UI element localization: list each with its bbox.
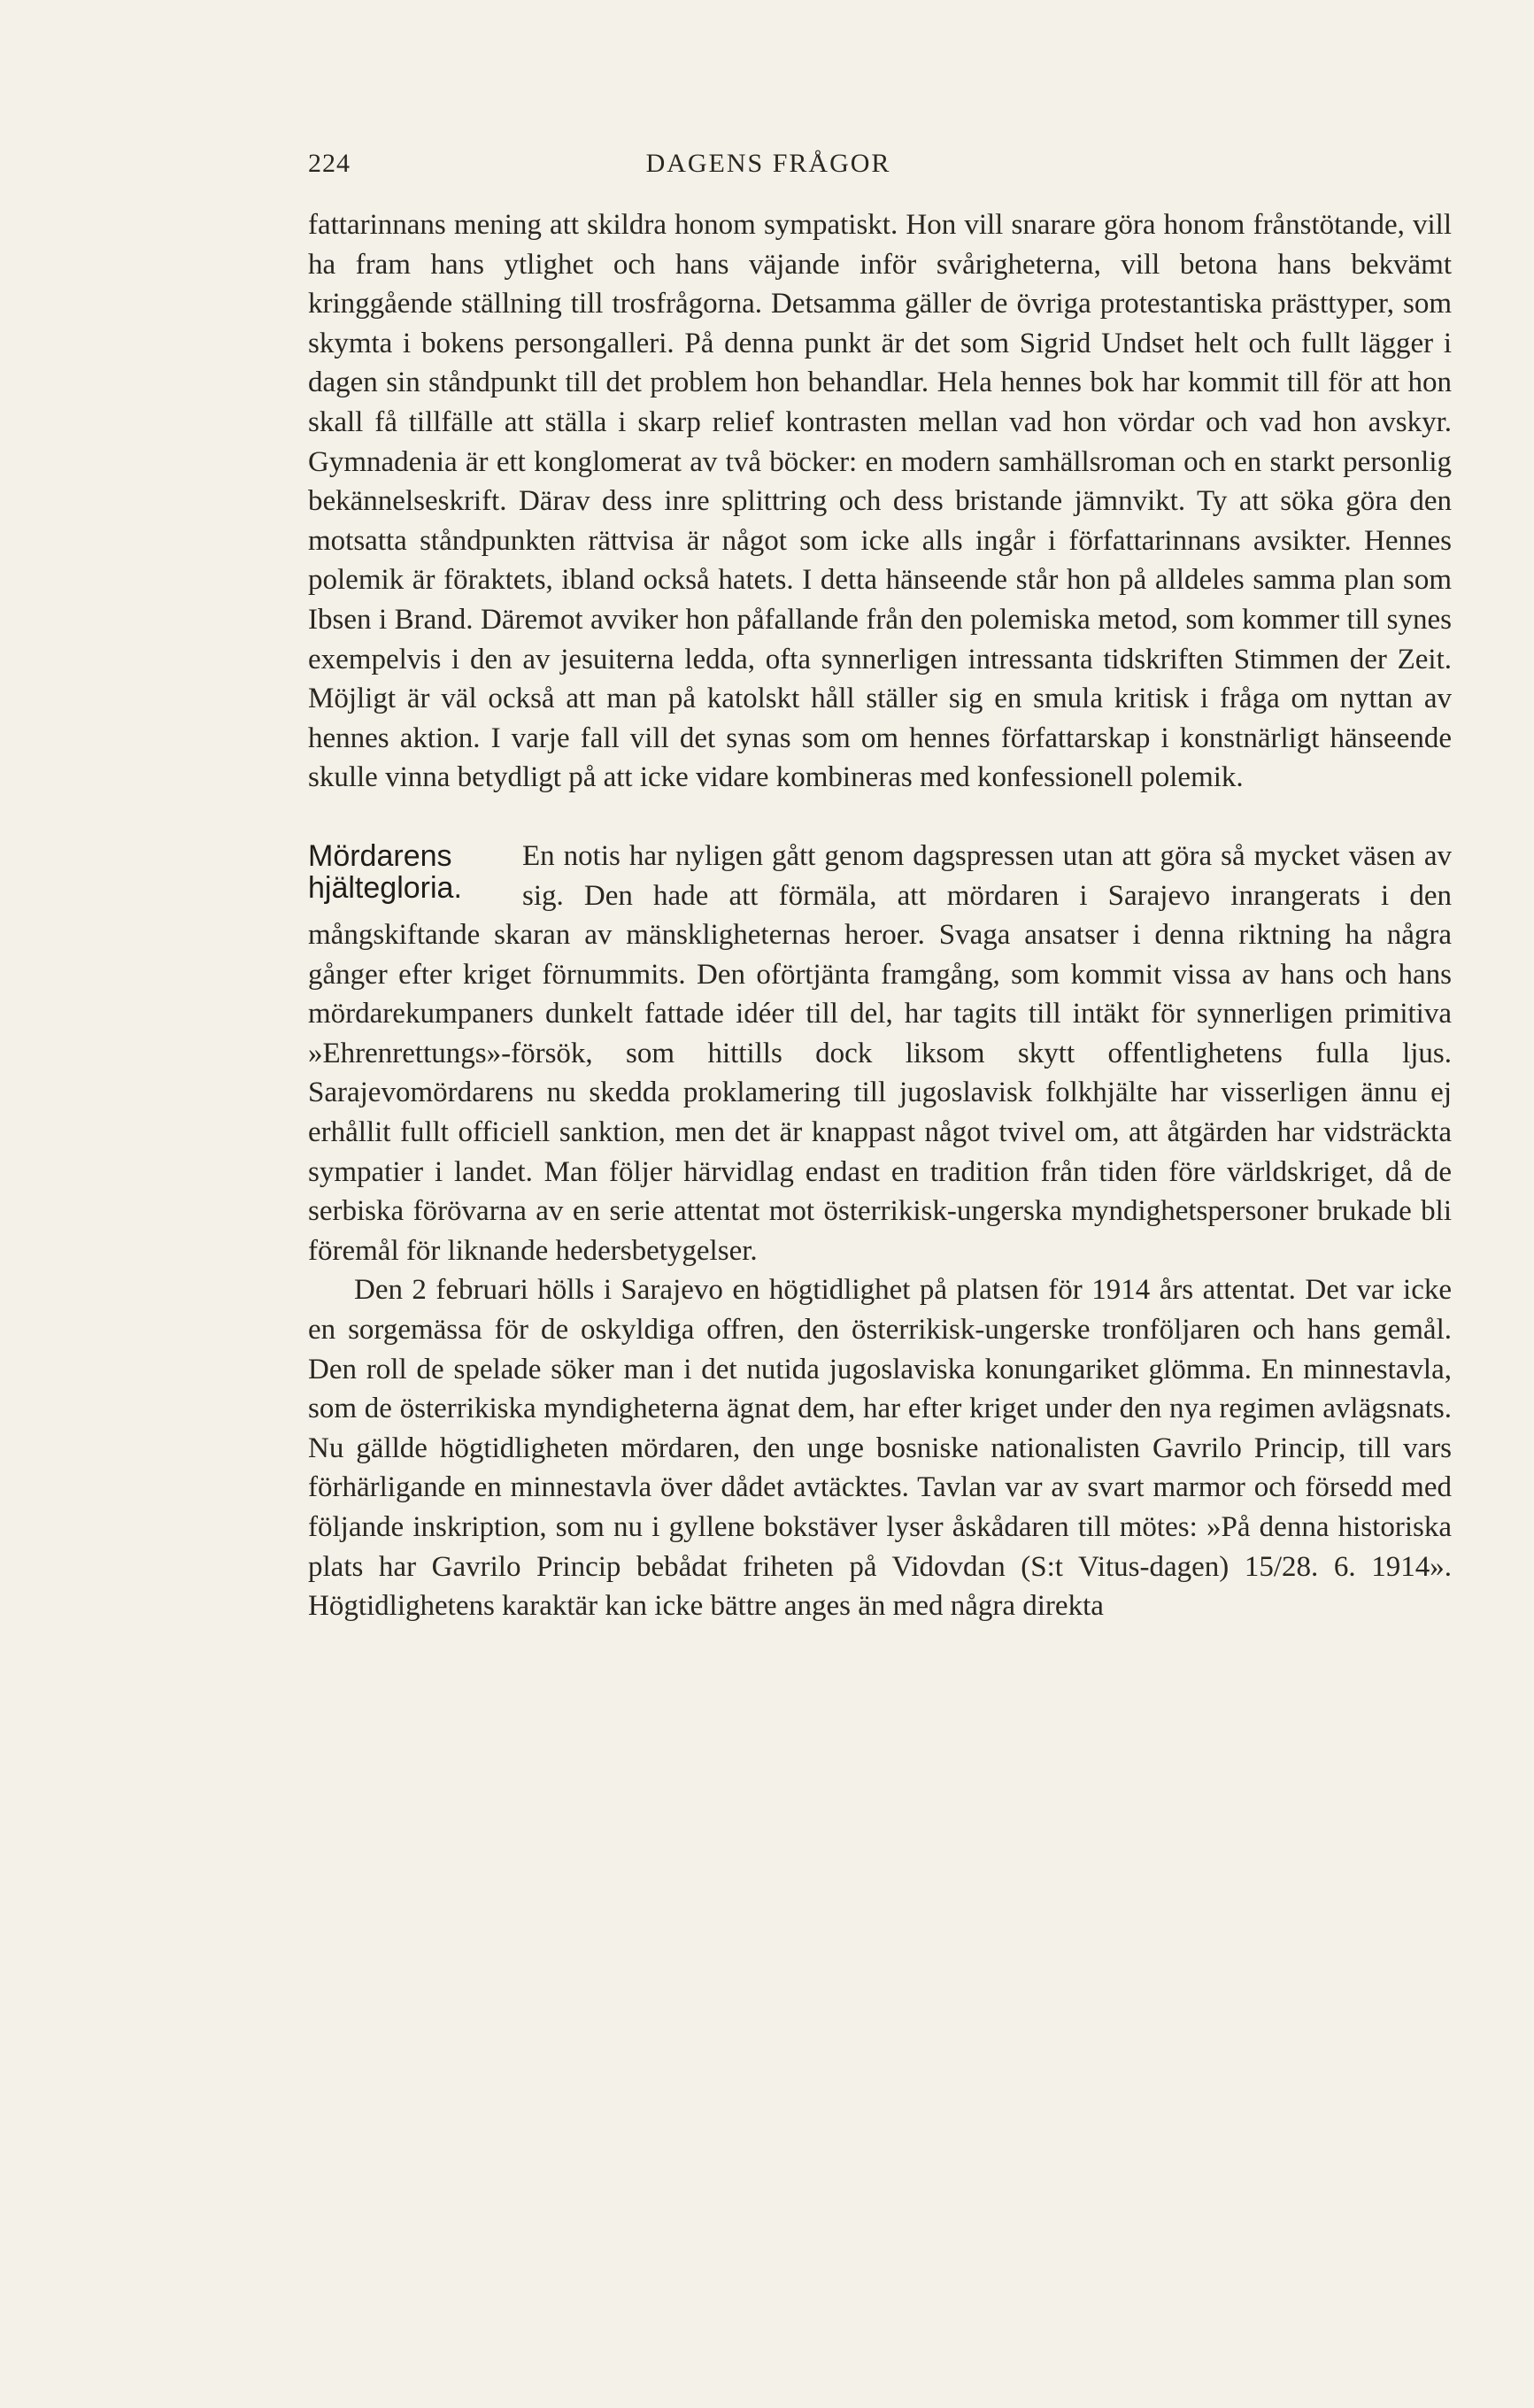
section-paragraph: Den 2 februari hölls i Sarajevo en högtidlighet på platsen för 1914 års attentat. Det var icke en sorgemässa för de oskyldiga offren, den österrikisk-ungerske tronföljaren och hans gemål. Den roll de spelade söker man i det nutida jugoslaviska konungariket glömma. En minnestavla, som de österrikiska myndigheterna ägnat dem, har efter kriget under den nya regimen avlägsnats. Nu gällde högtidligheten mördaren, den unge bosniske nationalisten Gavrilo Princip, till vars förhärligande en minnestavla över dådet avtäcktes. Tavlan var av svart marmor och försedd med följande inskription, som nu i gyllene bokstäver lyser åskådaren till mötes: »På denna historiska plats har Gavrilo Princip bebådat friheten på Vidovdan (S:t Vitus-dagen) 15/28. 6. 1914». Högtidlighetens karaktär kan icke bättre anges än med några direkta — [308, 1274, 1452, 1623]
side-heading-line: hjältegloria. — [308, 870, 462, 905]
side-heading-line: Mördarens — [308, 838, 452, 873]
section-paragraph: En notis har nyligen gått genom dagspressen utan att göra så mycket väsen av sig. Den hade att förmäla, att mördaren i Sarajevo inrangerats i den mångskiftande skaran av mänskligheternas heroer. Svaga ansatser i denna riktning ha några gånger efter kriget förnummits. Den oförtjänta framgång, som kommit vissa av hans och hans mördarekumpaners dunkelt fattade idéer till del, har tagits till intäkt för synnerligen primitiva »Ehrenrettungs»-försök, som hittills dock liksom skytt offentlighetens fulla ljus. Sarajevomördarens nu skedda proklamering till jugoslavisk folkhjälte har visserligen ännu ej erhållit fullt officiell sanktion, men det är knappast något tvivel om, att åtgärden har vidsträckta sympatier i landet. Man följer härvidlag endast en tradition från tiden före världskriget, då de serbiska förövarna av en serie attentat mot österrikisk-ungerska myndighetspersoner brukade bli föremål för liknande hedersbetygelser. — [308, 839, 1452, 1267]
section-mordarens-hjaltegloria — [308, 837, 1452, 1626]
page-header — [308, 149, 1229, 184]
body-text — [308, 205, 1452, 1626]
paragraph-continued: fattarinnans mening att skildra honom sympatiskt. Hon vill snarare göra honom frånstötande, vill ha fram hans ytlighet och hans väjande inför svårigheterna, vill betona hans bekvämt kringgående ställning till trosfrågorna. Detsamma gäller de övriga protestantiska prästtyper, som skymta i bokens persongalleri. På denna punkt är det som Sigrid Undset helt och fullt lägger i dagen sin ståndpunkt till det problem hon behandlar. Hela hennes bok har kommit till för att hon skall få tillfälle att ställa i skarp relief kontrasten mellan vad hon vördar och vad hon avskyr. Gymnadenia är ett konglomerat av två böcker: en modern samhällsroman och en starkt personlig bekännelseskrift. Därav dess inre splittring och dess bristande jämnvikt. Ty att söka göra den motsatta ståndpunkten rättvisa är något som icke alls ingår i författarinnans avsikter. Hennes polemik är föraktets, ibland också hatets. I detta hänseende står hon på alldeles samma plan som Ibsen i Brand. Däremot avviker hon påfallande från den polemiska metod, som kommer till synes exempelvis i den av jesuiterna ledda, ofta synnerligen intressanta tidskriften Stimmen der Zeit. Möjligt är väl också att man på katolskt håll ställer sig en smula kritisk i fråga om nyttan av hennes aktion. I varje fall vill det synas som om hennes författarskap i konstnärligt hänseende skulle vinna betydligt på att icke vidare kombineras med konfessionell polemik. — [308, 209, 1452, 794]
side-heading — [308, 840, 478, 904]
page-number: 224 — [308, 149, 351, 178]
running-title: DAGENS FRÅGOR — [645, 149, 891, 178]
